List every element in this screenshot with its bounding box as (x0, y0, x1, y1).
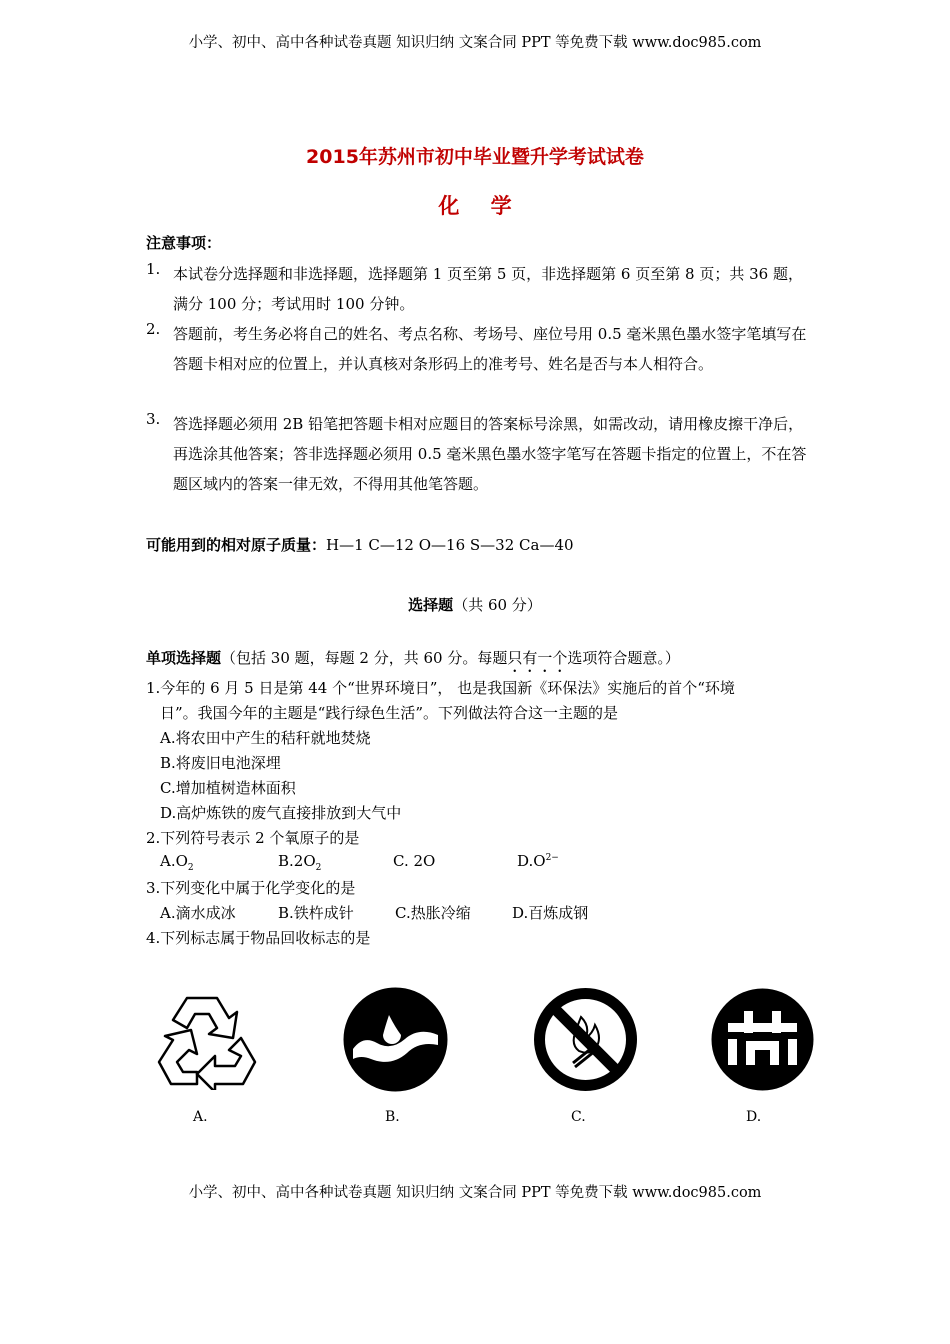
superscript: 2− (545, 853, 559, 863)
exam-title: 2015年苏州市初中毕业暨升学考试试卷 (306, 146, 644, 168)
atomic-mass-label: 可能用到的相对原子质量： (146, 536, 327, 554)
atomic-mass-values: H—1 C—12 O—16 S—32 Ca—40 (326, 536, 574, 554)
question-2-option-d (517, 852, 559, 870)
note-number: 3. (146, 410, 161, 428)
question-1-option-b: B.将废旧电池深埋 (160, 754, 281, 772)
notes-heading: 注意事项： (146, 234, 222, 252)
question-3-option-b: B.铁杵成针 (278, 904, 354, 922)
option-text: A.O (160, 852, 188, 870)
question-3-option-d: D.百炼成钢 (512, 904, 589, 922)
single-choice-desc-end: 选项符合题意。） (567, 649, 680, 667)
icon-caption-d: D. (746, 1109, 762, 1125)
note-text: 答题前，考生务必将自己的姓名、考点名称、考场号、座位号用 0.5 毫米黑色墨水签字笔填写在答题卡相对应的位置上，并认真核对条形码上的准考号、姓名是否与本人相符合。 (173, 325, 807, 373)
question-2-option-c: C. 2O (393, 852, 436, 870)
icon-caption-b: B. (385, 1109, 400, 1125)
section-score: （共 60 分） (453, 596, 542, 614)
page-footer: 小学、初中、高中各种试卷真题 知识归纳 文案合同 PPT 等免费下载 www.doc985.com (188, 1185, 762, 1201)
question-3-stem: 3.下列变化中属于化学变化的是 (146, 879, 356, 897)
emphasis-text: 只有一个 (507, 649, 568, 667)
section-heading (0, 594, 950, 615)
question-1-option-a: A.将农田中产生的秸秆就地焚烧 (160, 729, 371, 747)
note-item (146, 409, 808, 499)
question-2-option-b (278, 852, 321, 873)
question-1-stem-cont: 日”。我国今年的主题是“践行绿色生活”。下列做法符合这一主题的是 (160, 704, 619, 722)
single-choice-instructions (146, 647, 680, 676)
note-number: 1. (146, 260, 161, 278)
note-number: 2. (146, 320, 161, 338)
note-text: 答选择题必须用 2B 铅笔把答题卡相对应题目的答案标号涂黑，如需改动，请用橡皮擦干净后，再选涂其他答案；答非选择题必须用 0.5 毫米黑色墨水签字笔写在答题卡指定的位置上，不在答题区域内的答案一律无效，不得用其他笔答题。 (173, 415, 807, 493)
recycle-icon (153, 990, 261, 1090)
subscript: 2 (187, 863, 194, 873)
option-text: D.O (517, 852, 546, 870)
subject-title: 化 学 (438, 194, 524, 218)
subscript: 2 (315, 863, 322, 873)
water-saving-icon (343, 987, 448, 1092)
page-header: 小学、初中、高中各种试卷真题 知识归纳 文案合同 PPT 等免费下载 www.doc985.com (188, 35, 762, 51)
question-2-stem: 2.下列符号表示 2 个氧原子的是 (146, 829, 360, 847)
icon-caption-c: C. (571, 1109, 586, 1125)
question-3-option-a: A.滴水成冰 (160, 904, 236, 922)
note-text: 本试卷分选择题和非选择题，选择题第 1 页至第 5 页，非选择题第 6 页至第 8 页；共 36 题，满分 100 分；考试用时 100 分钟。 (173, 265, 803, 313)
recovery-mark-icon (710, 987, 815, 1092)
question-4-stem: 4.下列标志属于物品回收标志的是 (146, 929, 371, 947)
section-title: 选择题 (408, 596, 454, 614)
atomic-mass-line (146, 535, 574, 555)
no-fire-icon (533, 987, 638, 1092)
option-text: B.2O (278, 852, 316, 870)
question-1-option-d: D.高炉炼铁的废气直接排放到大气中 (160, 804, 402, 822)
question-2-option-a (160, 852, 194, 873)
icon-caption-a: A. (193, 1109, 208, 1125)
note-item (146, 319, 808, 379)
question-1-stem: 1.今年的 6 月 5 日是第 44 个“世界环境日”， 也是我国新《环保法》实施后的首个“环境 (146, 679, 735, 697)
single-choice-desc: （包括 30 题，每题 2 分，共 60 分。每题 (221, 649, 508, 667)
question-3-option-c: C.热胀冷缩 (395, 904, 471, 922)
note-item (146, 259, 808, 319)
single-choice-label: 单项选择题 (146, 649, 222, 667)
question-1-option-c: C.增加植树造林面积 (160, 779, 296, 797)
